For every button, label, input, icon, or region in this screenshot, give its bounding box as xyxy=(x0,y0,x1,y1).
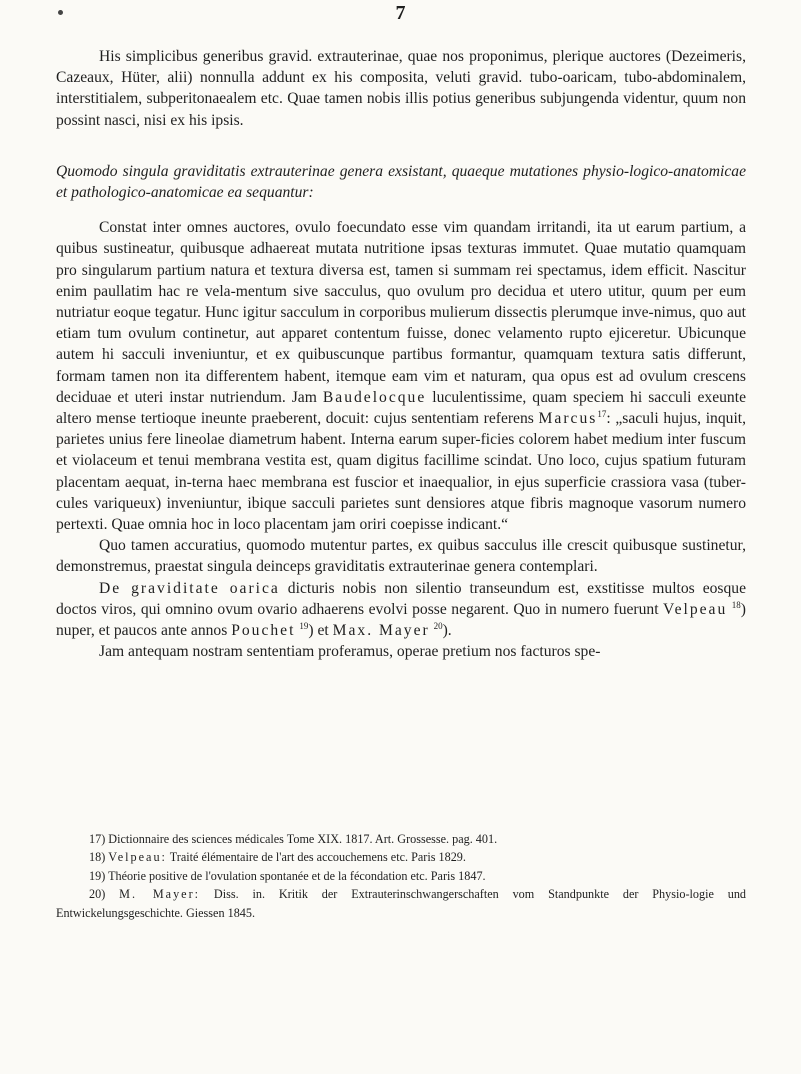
footnote-ref-18[interactable]: 18 xyxy=(731,599,741,610)
footnote-19: 19) Théorie positive de l'ovulation spontanée et de la fécondation etc. Paris 1847. xyxy=(89,868,486,883)
footnote-20: 20) M. Mayer: Diss. in. Kritik der Extrauterinschwangerschaften vom Standpunkte der Physio-logie und Entwickelungsgeschichte. Giessen 1845. xyxy=(56,887,747,920)
author-pouchet: Pouchet xyxy=(231,622,296,640)
paragraph-intro: His simplicibus generibus gravid. extrauterinae, quae nos proponimus, plerique auctores (Dezeimeris, Cazeaux, Hüter, alii) nonnulla addunt ex his composita, veluti gravid. tubo-oaricam, tubo-abdominalem, interstitialem, subperitonaealem etc. Quae tamen nobis illis potius generibus subjungenda videntur, quum non possint nasci, nisi ex his ipsis. xyxy=(56,48,746,129)
section-heading: Quomodo singula graviditatis extrauterinae genera exsistant, quaeque mutationes physio-logico-anatomicae et pathologico-anatomicae ea sequantur: xyxy=(56,162,746,202)
footnotes xyxy=(56,830,746,922)
footnote-ref-17[interactable]: 17 xyxy=(597,408,607,419)
footnote-18: 18) Velpeau: Traité élémentaire de l'art des accouchemens etc. Paris 1829. xyxy=(89,850,466,865)
footnote-ref-20[interactable]: 20 xyxy=(433,620,443,631)
author-marcus: Marcus xyxy=(538,410,598,428)
footnote-17: 17) Dictionnaire des sciences médicales Tome XIX. 1817. Art. Grossesse. pag. 401. xyxy=(89,832,498,846)
paragraph-genera: Quo tamen accuratius, quomodo mutentur partes, ex quibus sacculus ille crescit quibusque sustinetur, demonstremus, praestat singula deinceps graviditatis extrauterinae genera contemplari. xyxy=(56,537,746,576)
main-text xyxy=(56,46,746,662)
lead-term: De graviditate oarica xyxy=(99,579,280,597)
page-number: 7 xyxy=(395,2,406,24)
author-baudelocque: Baudelocque xyxy=(322,388,427,406)
paragraph-oarica: De graviditate oarica dicturis nobis non silentio transeundum est, exstitisse multos eosque doctos viros, qui omnino ovum ovario adhaerens evolvi posse negarent. Quo in numero fuerunt Velpeau $^{18}$) nuper, et paucos ante annos Pouchet $^{19}$) et Max. Mayer $^{20}$). xyxy=(56,579,746,640)
footnote-ref-19[interactable]: 19 xyxy=(299,620,309,631)
author-mayer: Max. Mayer xyxy=(332,622,430,640)
paragraph-continue: Jam antequam nostram sententiam proferamus, operae pretium nos facturos spe- xyxy=(99,643,601,661)
paragraph-sacculus: Constat inter omnes auctores, ovulo foecundato esse vim quandam irritandi, ita ut earum partium, a quibus sustineatur, quibusque adhaereat mutata nutritione ipsas texturas immutet. Quae mutatio quamquam pro singularum partium natura et textura diversa est, tamen si summam rei spectamus, idem efficit. Nascitur enim paullatim hac re vela-mentum sive sacculus, quo ovulum pro decidua et utero utitur, quum per eum nutriatur eoque tegatur. Hunc igitur sacculum in corporibus mulierum dissectis plerumque inve-nimus, quo aut etiam tum ovulum continetur, aut apparet contentum fuisse, donec velamento rupto ejiceretur. Ubicunque autem hi sacculi inveniuntur, et ex quibuscunque partibus formantur, quamquam textura satis differunt, formam tamen non ita differentem habent, itemque eam vim et naturam, qua opus est ad ovulum crescens deciduae et uteri instar nutriendum. Jam Baudelocque luculentissime, quam speciem hi sacculi exeunte altero mense tertioque ineunte praeberent, docuit: cujus sententiam referens Marcus$^{17}$: „saculi hujus, inquit, parietes unius fere lineolae diametrum habent. Interna earum super-ficies colorem habet medium inter fuscum et violaceum et tenui membrana vestita est, quam digitus facillime scindat. Uno loco, cujus spatium futuram placentam aequat, in-terna haec membrana est fuscior et inaequalior, in ejus superficie crassiora vasa (tuber-cules variqueux) inveniuntur, ibique sacculi parietes sunt densiores atque fibris magnoque vasorum numero pertexti. Quae omnia hoc in loco placentam jam oriri coepisse indicant.“ xyxy=(56,219,747,534)
author-velpeau: Velpeau xyxy=(663,600,728,618)
